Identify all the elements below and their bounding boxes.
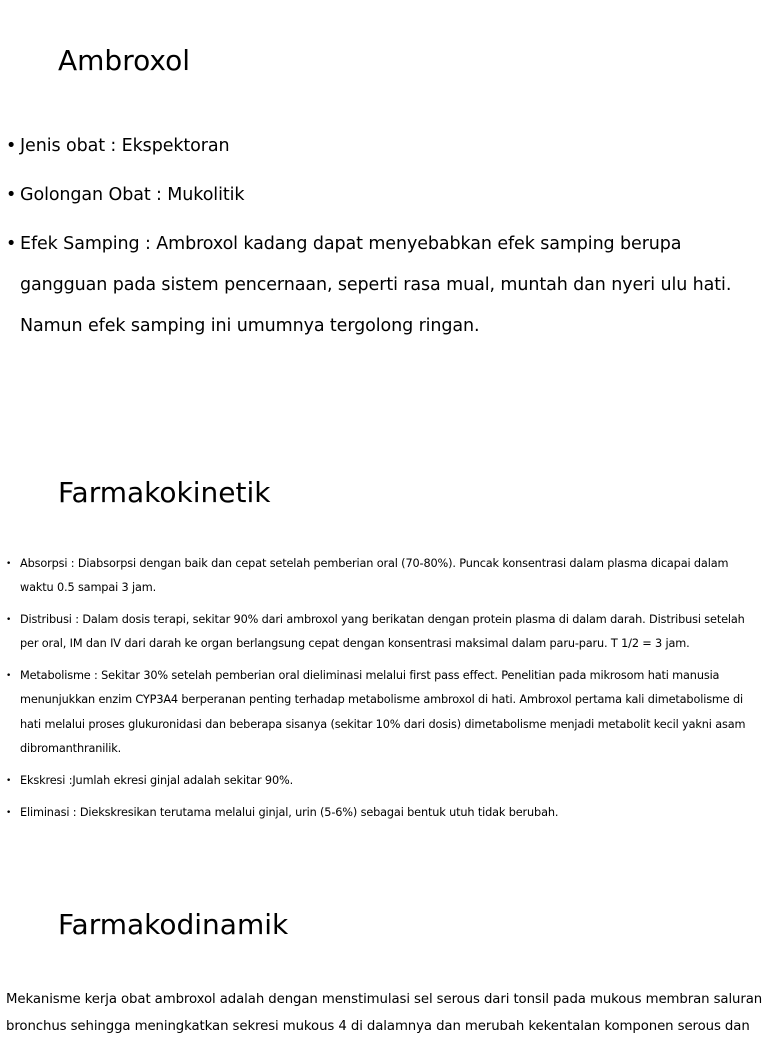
slide-title-farmakokinetik: Farmakokinetik <box>58 476 271 509</box>
bullet-marker: • <box>6 775 12 786</box>
ambroxol-bullet-list <box>6 126 758 355</box>
slide-title-farmakodinamik: Farmakodinamik <box>58 908 289 941</box>
farmakokinetik-bullet-list <box>4 552 764 832</box>
bullet-text-eliminasi: Eliminasi : Diekskresikan terutama melalui ginjal, urin (5-6%) sebagai bentuk utuh tidak berubah. <box>20 805 559 819</box>
bullet-marker: • <box>6 615 12 626</box>
bullet-text-distribusi: Distribusi : Dalam dosis terapi, sekitar 90% dari ambroxol yang berikatan dengan protein plasma di dalam darah. Distribusi setelah per oral, IM dan IV dari darah ke organ berlangsung cepat dengan konsentrasi maksimal dalam paru-paru. T 1/2 = 3 jam. <box>20 613 745 651</box>
bullet-marker: • <box>6 185 17 205</box>
bullet-text-metabolisme: Metabolisme : Sekitar 30% setelah pemberian oral dieliminasi melalui first pass effect. Penelitian pada mikrosom hati manusia menunjukkan enzim CYP3A4 berperanan penting terhadap metabolisme ambroxol di hati. Ambroxol pertama kali dimetabolisme di hati melalui proses glukuronidasi dan beberapa sisanya (sekitar 10% dari dosis) dimetabolisme menjadi metabolit kecil yakni asam dibromanthranilik. <box>20 669 746 756</box>
bullet-text-absorpsi: Absorpsi : Diabsorpsi dengan baik dan cepat setelah pemberian oral (70-80%). Puncak konsentrasi dalam plasma dicapai dalam waktu 0.5 sampai 3 jam. <box>20 557 729 595</box>
bullet-text-jenis-obat: Jenis obat : Ekspektoran <box>20 136 230 156</box>
list-item <box>6 126 758 167</box>
list-item <box>4 608 764 657</box>
bullet-text-ekskresi: Ekskresi :Jumlah ekresi ginjal adalah sekitar 90%. <box>20 773 294 787</box>
list-item <box>4 552 764 601</box>
slide-title-ambroxol: Ambroxol <box>58 44 190 77</box>
list-item <box>4 664 764 761</box>
bullet-marker: • <box>6 671 12 682</box>
farmakodinamik-paragraph: Mekanisme kerja obat ambroxol adalah dengan menstimulasi sel serous dari tonsil pada mukous membran saluran bronchus sehingga meningkatkan sekresi mukous 4 di dalamnya dan merubah kekentalan komponen serous dan <box>6 992 763 1034</box>
bullet-text-efek-samping: Efek Samping : Ambroxol kadang dapat menyebabkan efek samping berupa gangguan pada sistem pencernaan, seperti rasa mual, muntah dan nyeri ulu hati. Namun efek samping ini umumnya tergolong ringan. <box>20 234 732 336</box>
bullet-marker: • <box>6 807 12 818</box>
list-item <box>6 224 758 347</box>
list-item <box>6 175 758 216</box>
bullet-text-golongan-obat: Golongan Obat : Mukolitik <box>20 185 245 205</box>
bullet-marker: • <box>6 559 12 569</box>
bullet-marker: • <box>6 136 17 156</box>
list-item <box>4 801 764 825</box>
list-item <box>4 769 764 793</box>
bullet-marker: • <box>6 234 17 254</box>
